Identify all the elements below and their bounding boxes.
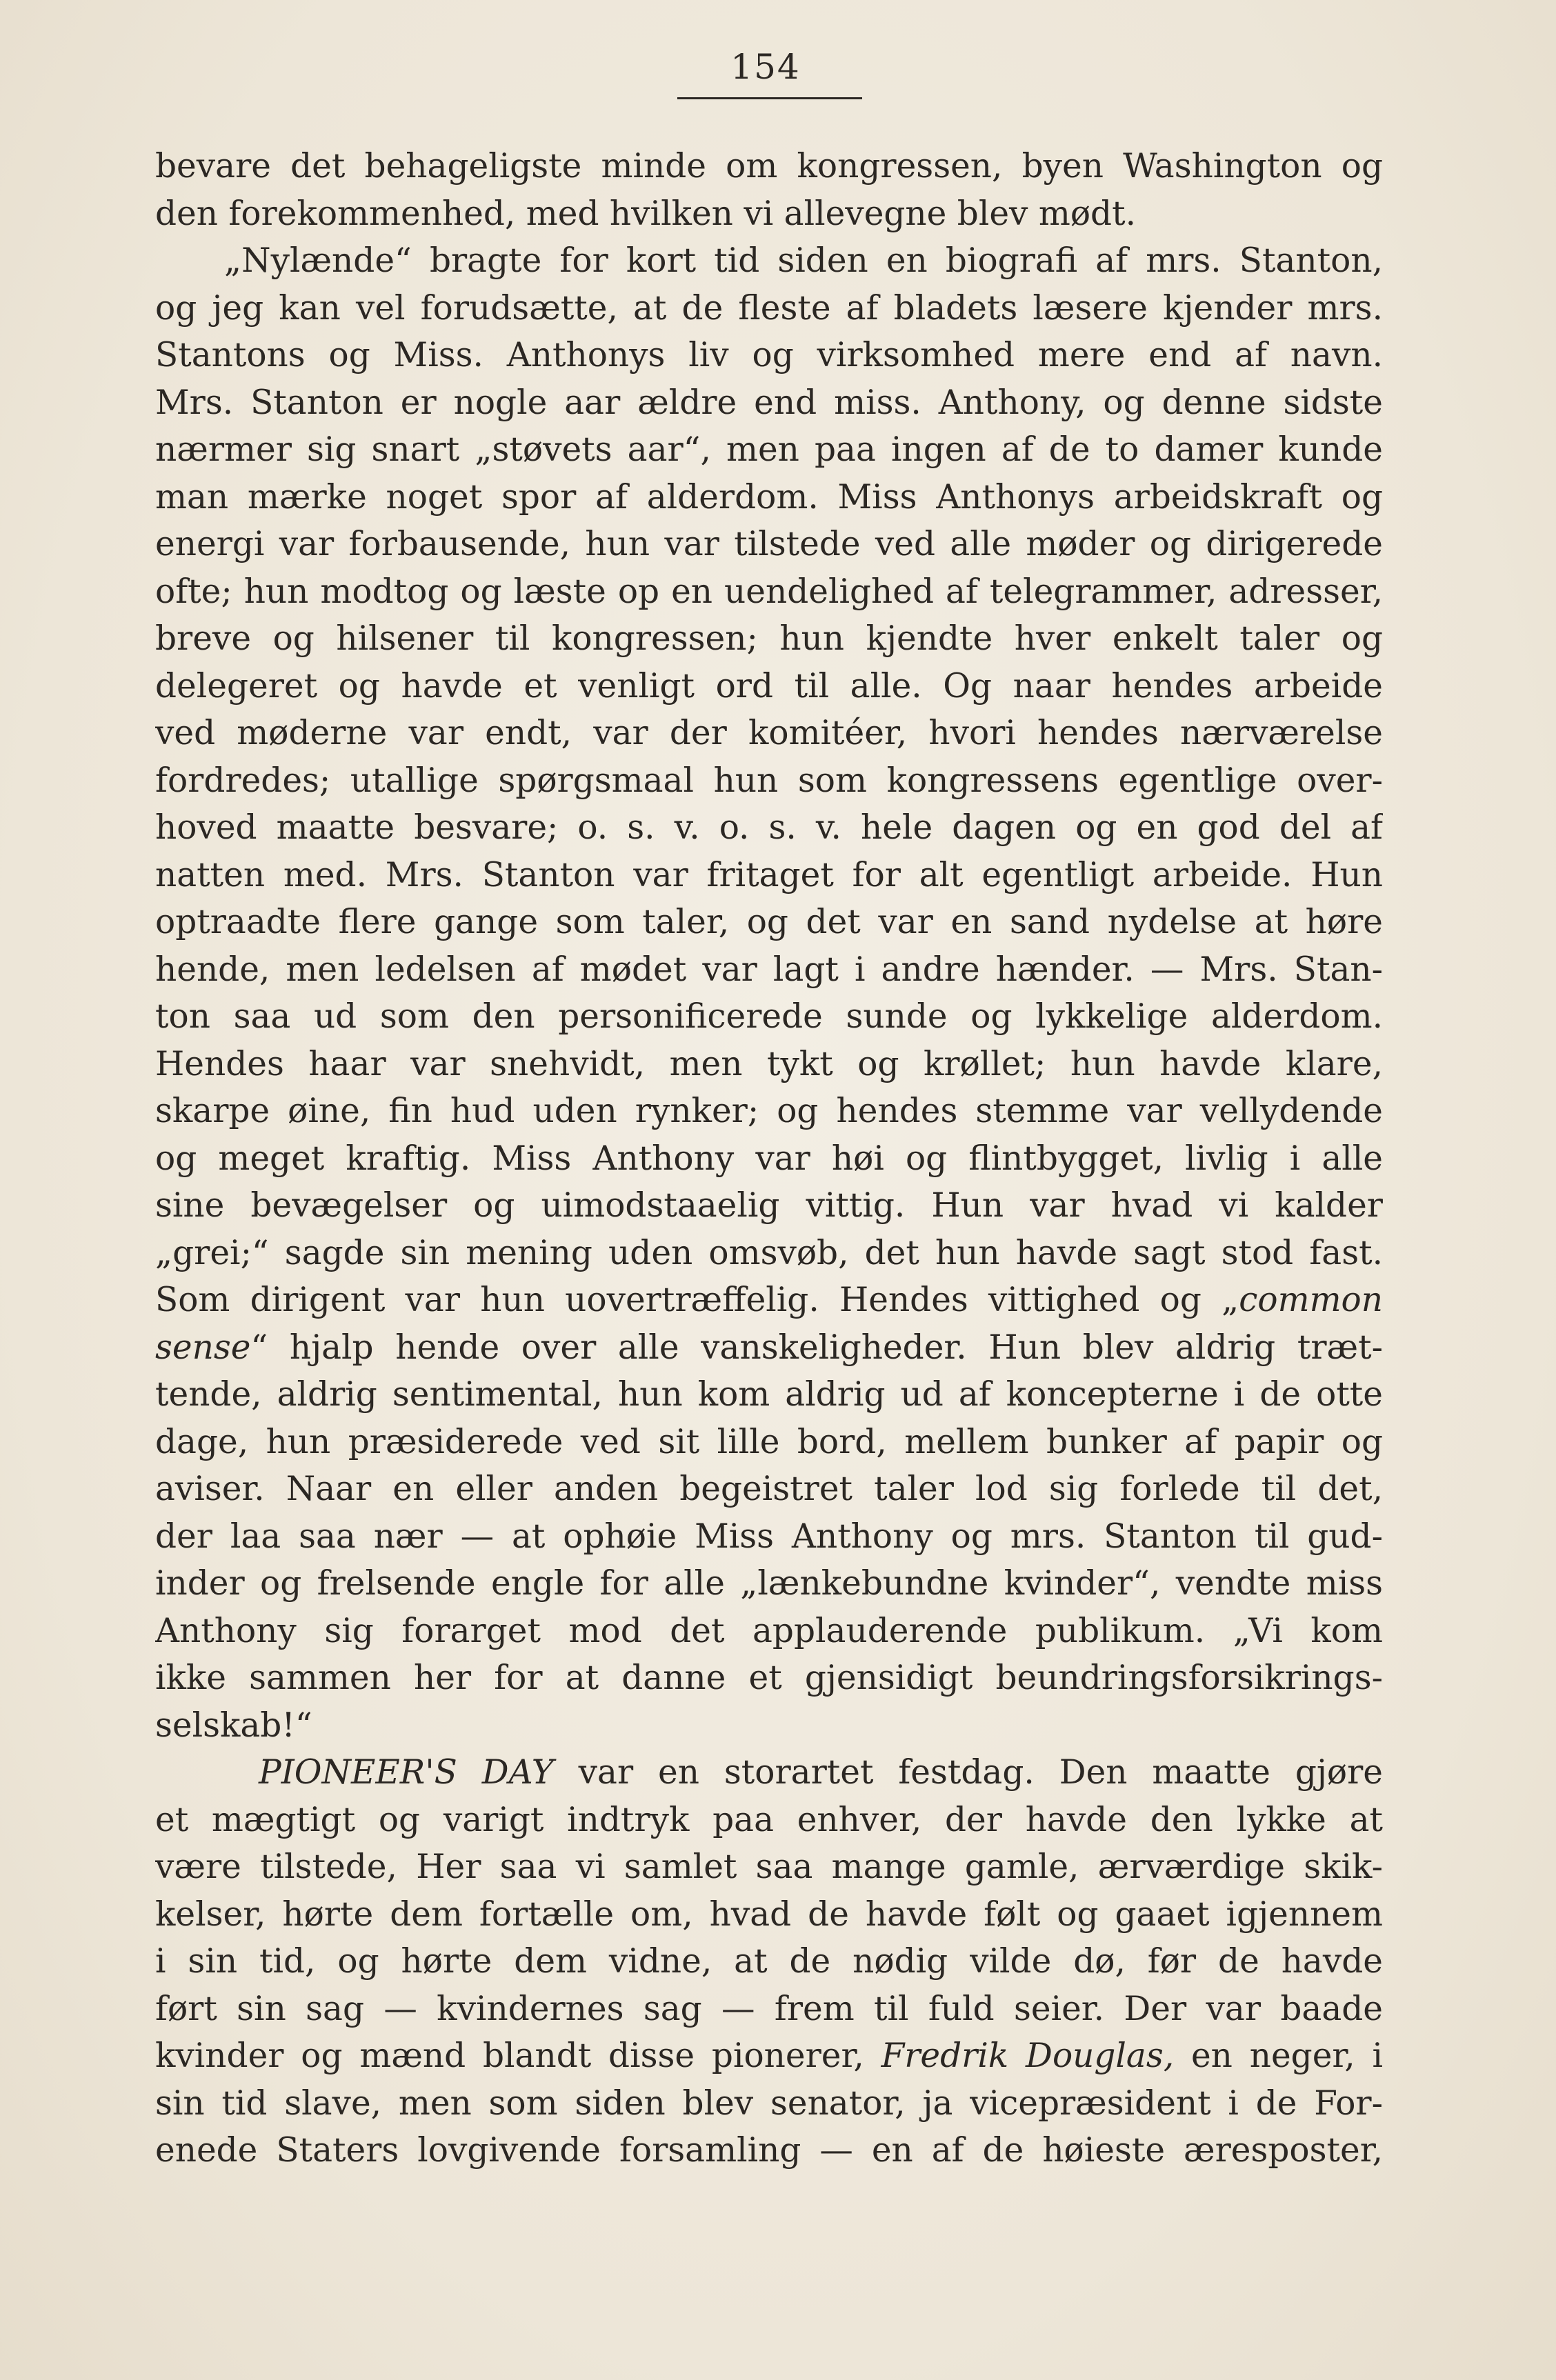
line-text: fordredes; utallige spørgsmaal hun som kongressens egentlige over- (155, 761, 1383, 800)
line-text: “ hjalp hende over alle vanskeligheder. Hun blev aldrig træt- (250, 1328, 1383, 1367)
line-text: breve og hilsener til kongressen; hun kjendte hver enkelt taler og (155, 619, 1383, 658)
text-line (155, 1513, 1383, 1561)
line-text: og jeg kan vel forudsætte, at de fleste af bladets læsere kjender mrs. (155, 288, 1383, 328)
line-text: ved møderne var endt, var der komitéer, hvori hendes nærværelse (155, 714, 1383, 752)
text-line (155, 1938, 1383, 1986)
text-line (155, 2080, 1383, 2128)
line-text: optraadte flere gange som taler, og det var en sand nydelse at høre (155, 903, 1383, 941)
text-line (155, 899, 1383, 946)
line-text: Stantons og Miss. Anthonys liv og virksomhed mere end af navn. (155, 336, 1383, 374)
line-text: i sin tid, og hørte dem vidne, at de nødig vilde dø, før de havde (155, 1942, 1383, 1981)
page-number-rule (677, 97, 862, 99)
text-line (155, 1088, 1383, 1135)
line-text: sin tid slave, men som siden blev senator, ja vicepræsident i de For- (155, 2083, 1383, 2123)
text-line (155, 1843, 1383, 1891)
line-text: tende, aldrig sentimental, hun kom aldrig ud af koncepterne i de otte (155, 1375, 1383, 1414)
text-line (155, 426, 1383, 474)
text-line (155, 1182, 1383, 1230)
line-text: og meget kraftig. Miss Anthony var høi og flintbygget, livlig i alle (155, 1139, 1383, 1178)
line-text: enede Staters lovgivende forsamling — en af de høieste æresposter, (155, 2131, 1383, 2170)
line-text: hende, men ledelsen af mødet var lagt i andre hænder. — Mrs. Stan- (155, 950, 1383, 989)
text-line (155, 1135, 1383, 1183)
text-line (155, 2032, 1383, 2080)
page-number: 154 (730, 47, 801, 87)
text-line (155, 1608, 1383, 1655)
line-text: inder og frelsende engle for alle „lænkebundne kvinder“, vendte miss (155, 1564, 1383, 1603)
text-line (155, 757, 1383, 805)
text-line (155, 521, 1383, 568)
text-line (155, 1466, 1383, 1513)
line-text: Anthony sig forarget mod det applauderende publikum. „Vi kom (155, 1611, 1383, 1650)
text-line (155, 1654, 1383, 1702)
line-text: „Nylænde“ bragte for kort tid siden en biografi af mrs. Stanton, (224, 241, 1383, 280)
text-line (155, 1230, 1383, 1277)
text-line (155, 285, 1383, 332)
text-line (155, 663, 1383, 710)
line-text: Hendes haar var snehvidt, men tykt og krøllet; hun havde klare, (155, 1044, 1383, 1083)
line-text: ført sin sag — kvindernes sag — frem til fuld seier. Der var baade (155, 1989, 1383, 2028)
text-line (155, 332, 1383, 379)
line-text: ton saa ud som den personificerede sunde og lykkelige alderdom. (155, 997, 1383, 1036)
italic-text: PIONEER'S DAY (259, 1753, 554, 1792)
line-text: selskab!“ (155, 1706, 312, 1745)
text-line (155, 1749, 1383, 1797)
line-text: energi var forbausende, hun var tilstede ved alle møder og dirigerede (155, 525, 1383, 563)
italic-text: Fredrik Douglas, (881, 2037, 1175, 2075)
italic-text: common (1239, 1281, 1383, 1319)
line-text: bevare det behageligste minde om kongressen, byen Washington og (155, 147, 1383, 186)
line-text: der laa saa nær — at ophøie Miss Anthony og mrs. Stanton til gud- (155, 1517, 1383, 1556)
text-line (155, 710, 1383, 757)
text-line (155, 946, 1383, 994)
text-line (155, 1986, 1383, 2033)
line-text: nærmer sig snart „støvets aar“, men paa ingen af de to damer kunde (155, 430, 1383, 469)
text-line (155, 852, 1383, 899)
italic-text: sense (155, 1328, 251, 1367)
line-text: et mægtigt og varigt indtryk paa enhver, der havde den lykke at (155, 1800, 1383, 1839)
text-line (155, 804, 1383, 852)
text-line (155, 379, 1383, 427)
line-text: Som dirigent var hun uovertræffelig. Hendes vittighed og „ (155, 1281, 1239, 1319)
line-text: kvinder og mænd blandt disse pionerer, (155, 2037, 881, 2075)
line-text: Mrs. Stanton er nogle aar ældre end miss. Anthony, og denne sidste (155, 383, 1383, 422)
text-line (155, 1371, 1383, 1419)
line-text: dage, hun præsiderede ved sit lille bord, mellem bunker af papir og (155, 1422, 1383, 1461)
text-line (155, 1797, 1383, 1844)
text-line (155, 2127, 1383, 2174)
text-line (155, 1560, 1383, 1608)
line-text: en neger, i (1174, 2037, 1383, 2075)
line-text: den forekommenhed, med hvilken vi allevegne blev mødt. (155, 194, 1137, 233)
line-text: aviser. Naar en eller anden begeistret taler lod sig forlede til det, (155, 1470, 1383, 1508)
line-text: sine bevægelser og uimodstaaelig vittig. Hun var hvad vi kalder (155, 1186, 1383, 1225)
line-text: kelser, hørte dem fortælle om, hvad de havde følt og gaaet igjennem (155, 1894, 1383, 1934)
text-line (155, 1324, 1383, 1372)
body-text (155, 143, 1383, 2174)
text-line (155, 568, 1383, 616)
line-text: „grei;“ sagde sin mening uden omsvøb, det hun havde sagt stod fast. (155, 1233, 1383, 1272)
text-line (155, 474, 1383, 521)
text-line (155, 615, 1383, 663)
line-text: var en storartet festdag. Den maatte gjøre (553, 1753, 1383, 1792)
text-line (155, 190, 1383, 238)
line-text: delegeret og havde et venligt ord til alle. Og naar hendes arbeide (155, 666, 1383, 706)
line-text: skarpe øine, fin hud uden rynker; og hendes stemme var vellydende (155, 1092, 1383, 1130)
line-text: være tilstede, Her saa vi samlet saa mange gamle, ærværdige skik- (155, 1848, 1383, 1886)
line-text: man mærke noget spor af alderdom. Miss Anthonys arbeidskraft og (155, 477, 1383, 517)
line-text: hoved maatte besvare; o. s. v. o. s. v. hele dagen og en god del af (155, 808, 1383, 847)
text-line (155, 237, 1383, 285)
text-line (155, 1041, 1383, 1088)
text-line (155, 1702, 1383, 1750)
text-line (155, 1891, 1383, 1939)
text-line (155, 1277, 1383, 1324)
line-text: natten med. Mrs. Stanton var fritaget for alt egentligt arbeide. Hun (155, 855, 1383, 894)
line-text: ofte; hun modtog og læste op en uendelighed af telegrammer, adresser, (155, 572, 1383, 611)
text-line (155, 1419, 1383, 1466)
text-line (155, 993, 1383, 1041)
line-text: ikke sammen her for at danne et gjensidigt beundringsforsikrings- (155, 1659, 1383, 1697)
text-line (155, 143, 1383, 190)
